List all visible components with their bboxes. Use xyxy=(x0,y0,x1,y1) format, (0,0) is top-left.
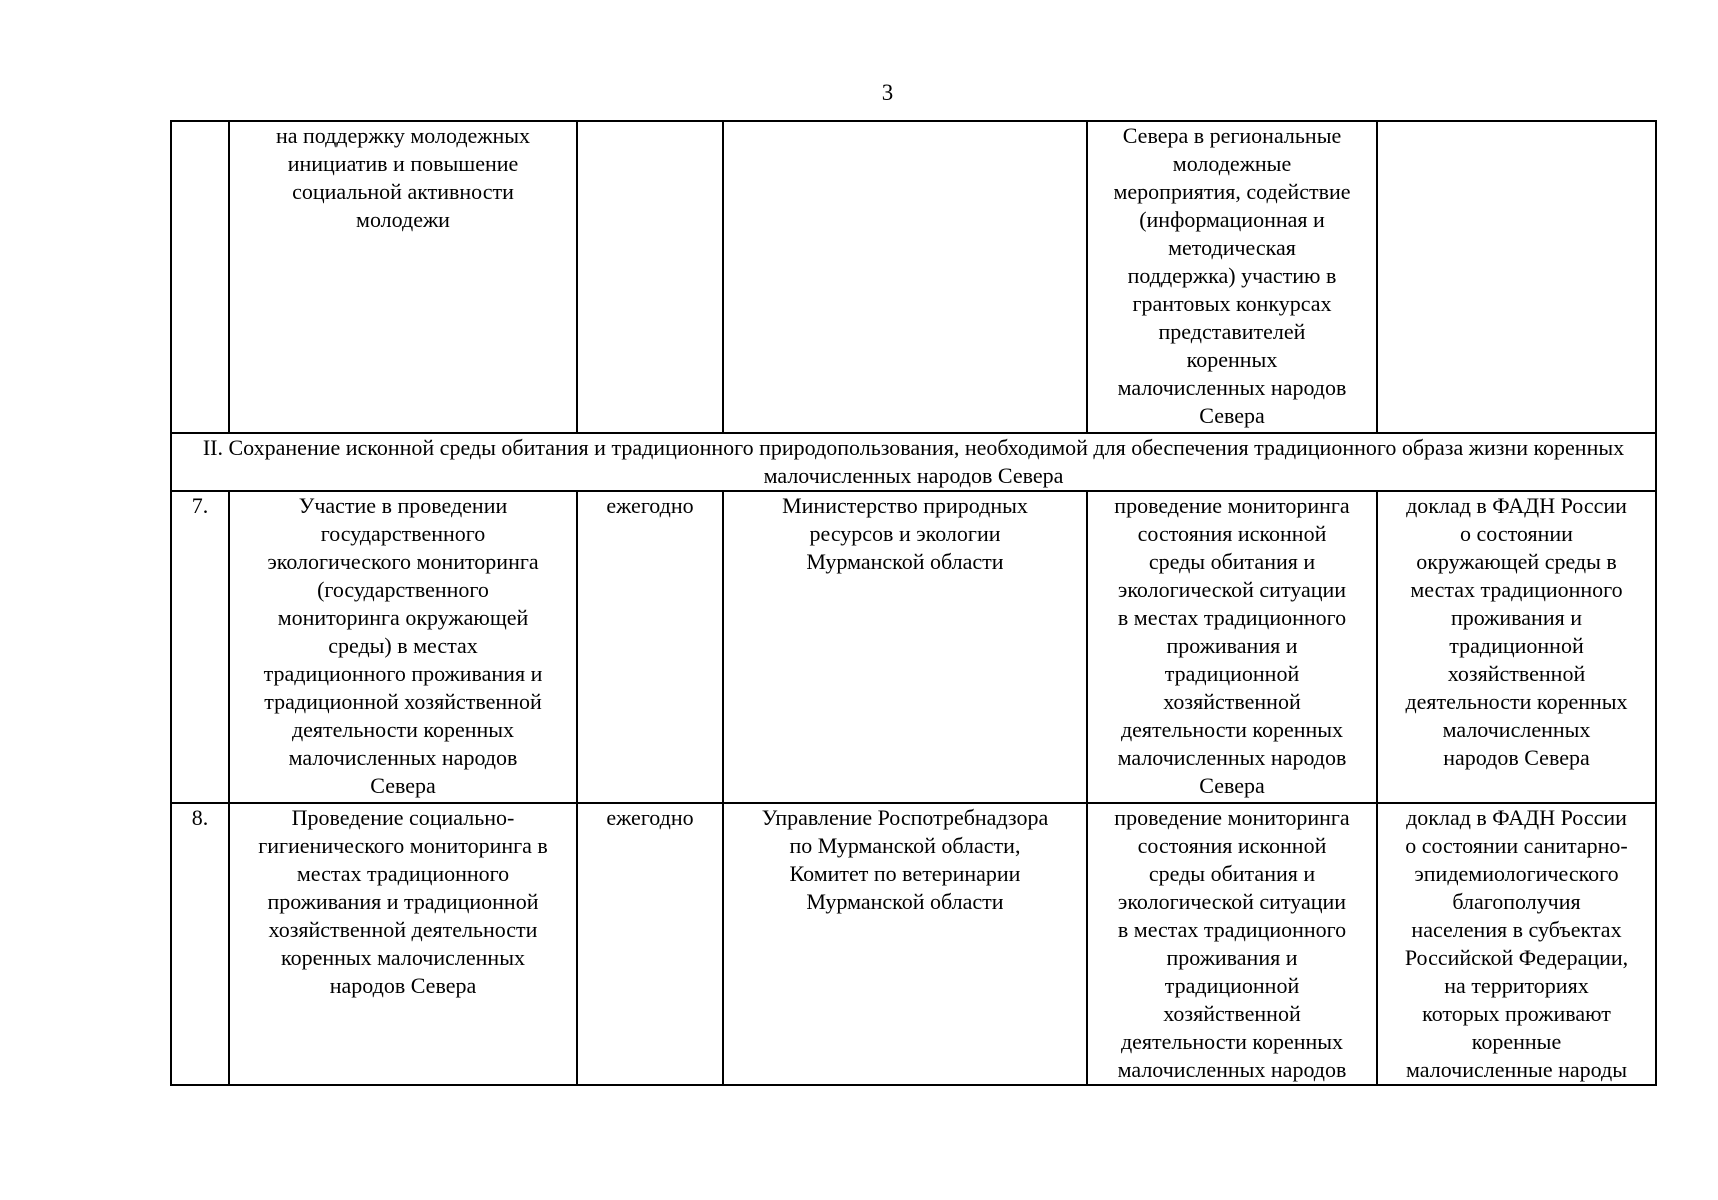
report-cell xyxy=(1377,121,1656,433)
executor-cell xyxy=(723,803,1087,1085)
event-text: Проведение социально- гигиенического мониторинга в местах традиционного проживания и традиционной хозяйственной деятельности коренных малочисленных народов Севера xyxy=(258,805,548,998)
event-cell xyxy=(229,491,577,803)
executor-text: Министерство природных ресурсов и экологии Мурманской области xyxy=(782,493,1028,574)
deadline-cell xyxy=(577,803,723,1085)
executor-cell xyxy=(723,121,1087,433)
row-number-cell xyxy=(171,491,229,803)
section-heading: II. Сохранение исконной среды обитания и традиционного природопользования, необходимой для обеспечения традиционного образа жизни коренных малочисленных народов Севера xyxy=(171,433,1656,491)
result-cell xyxy=(1087,803,1377,1085)
event-cell xyxy=(229,121,577,433)
result-text: проведение мониторинга состояния исконной среды обитания и экологической ситуации в местах традиционного проживания и традиционной хозяйственной деятельности коренных малочисленных народов Севера xyxy=(1114,493,1350,798)
section-heading-row xyxy=(171,433,1656,491)
result-cell xyxy=(1087,121,1377,433)
deadline-cell xyxy=(577,491,723,803)
event-text: на поддержку молодежных инициатив и повышение социальной активности молодежи xyxy=(275,123,531,232)
table-row xyxy=(171,491,1656,803)
row-number-cell xyxy=(171,803,229,1085)
event-cell xyxy=(229,803,577,1085)
executor-text: Управление Роспотребнадзора по Мурманской области, Комитет по ветеринарии Мурманской области xyxy=(761,805,1049,914)
event-text: Участие в проведении государственного экологического мониторинга (государственного мониторинга окружающей среды) в местах традиционного проживания и традиционной хозяйственной деятельности коренных малочисленных народов Севера xyxy=(263,493,543,798)
deadline-cell xyxy=(577,121,723,433)
report-cell xyxy=(1377,803,1656,1085)
deadline-text: ежегодно xyxy=(606,805,694,830)
result-cell xyxy=(1087,491,1377,803)
report-text: доклад в ФАДН России о состоянии окружающей среды в местах традиционного проживания и традиционной хозяйственной деятельности коренных малочисленных народов Севера xyxy=(1405,493,1628,770)
table-row xyxy=(171,803,1656,1085)
row-number-cell xyxy=(171,121,229,433)
deadline-text: ежегодно xyxy=(606,493,694,518)
table-row xyxy=(171,121,1656,433)
measures-table xyxy=(170,120,1657,1086)
result-text: проведение мониторинга состояния исконной среды обитания и экологической ситуации в местах традиционного проживания и традиционной хозяйственной деятельности коренных малочисленных народов xyxy=(1114,805,1350,1082)
row-number: 8. xyxy=(191,805,209,830)
report-cell xyxy=(1377,491,1656,803)
report-text: доклад в ФАДН России о состоянии санитарно- эпидемиологического благополучия населения в субъектах Российской Федерации, на территориях которых проживают коренные малочисленные народы xyxy=(1404,805,1629,1082)
row-number: 7. xyxy=(191,493,209,518)
executor-cell xyxy=(723,491,1087,803)
page-number: 3 xyxy=(881,80,894,105)
result-text: Севера в региональные молодежные мероприятия, содействие (информационная и методическая поддержка) участию в грантовых конкурсах представителей коренных малочисленных народов Севера xyxy=(1113,123,1351,428)
